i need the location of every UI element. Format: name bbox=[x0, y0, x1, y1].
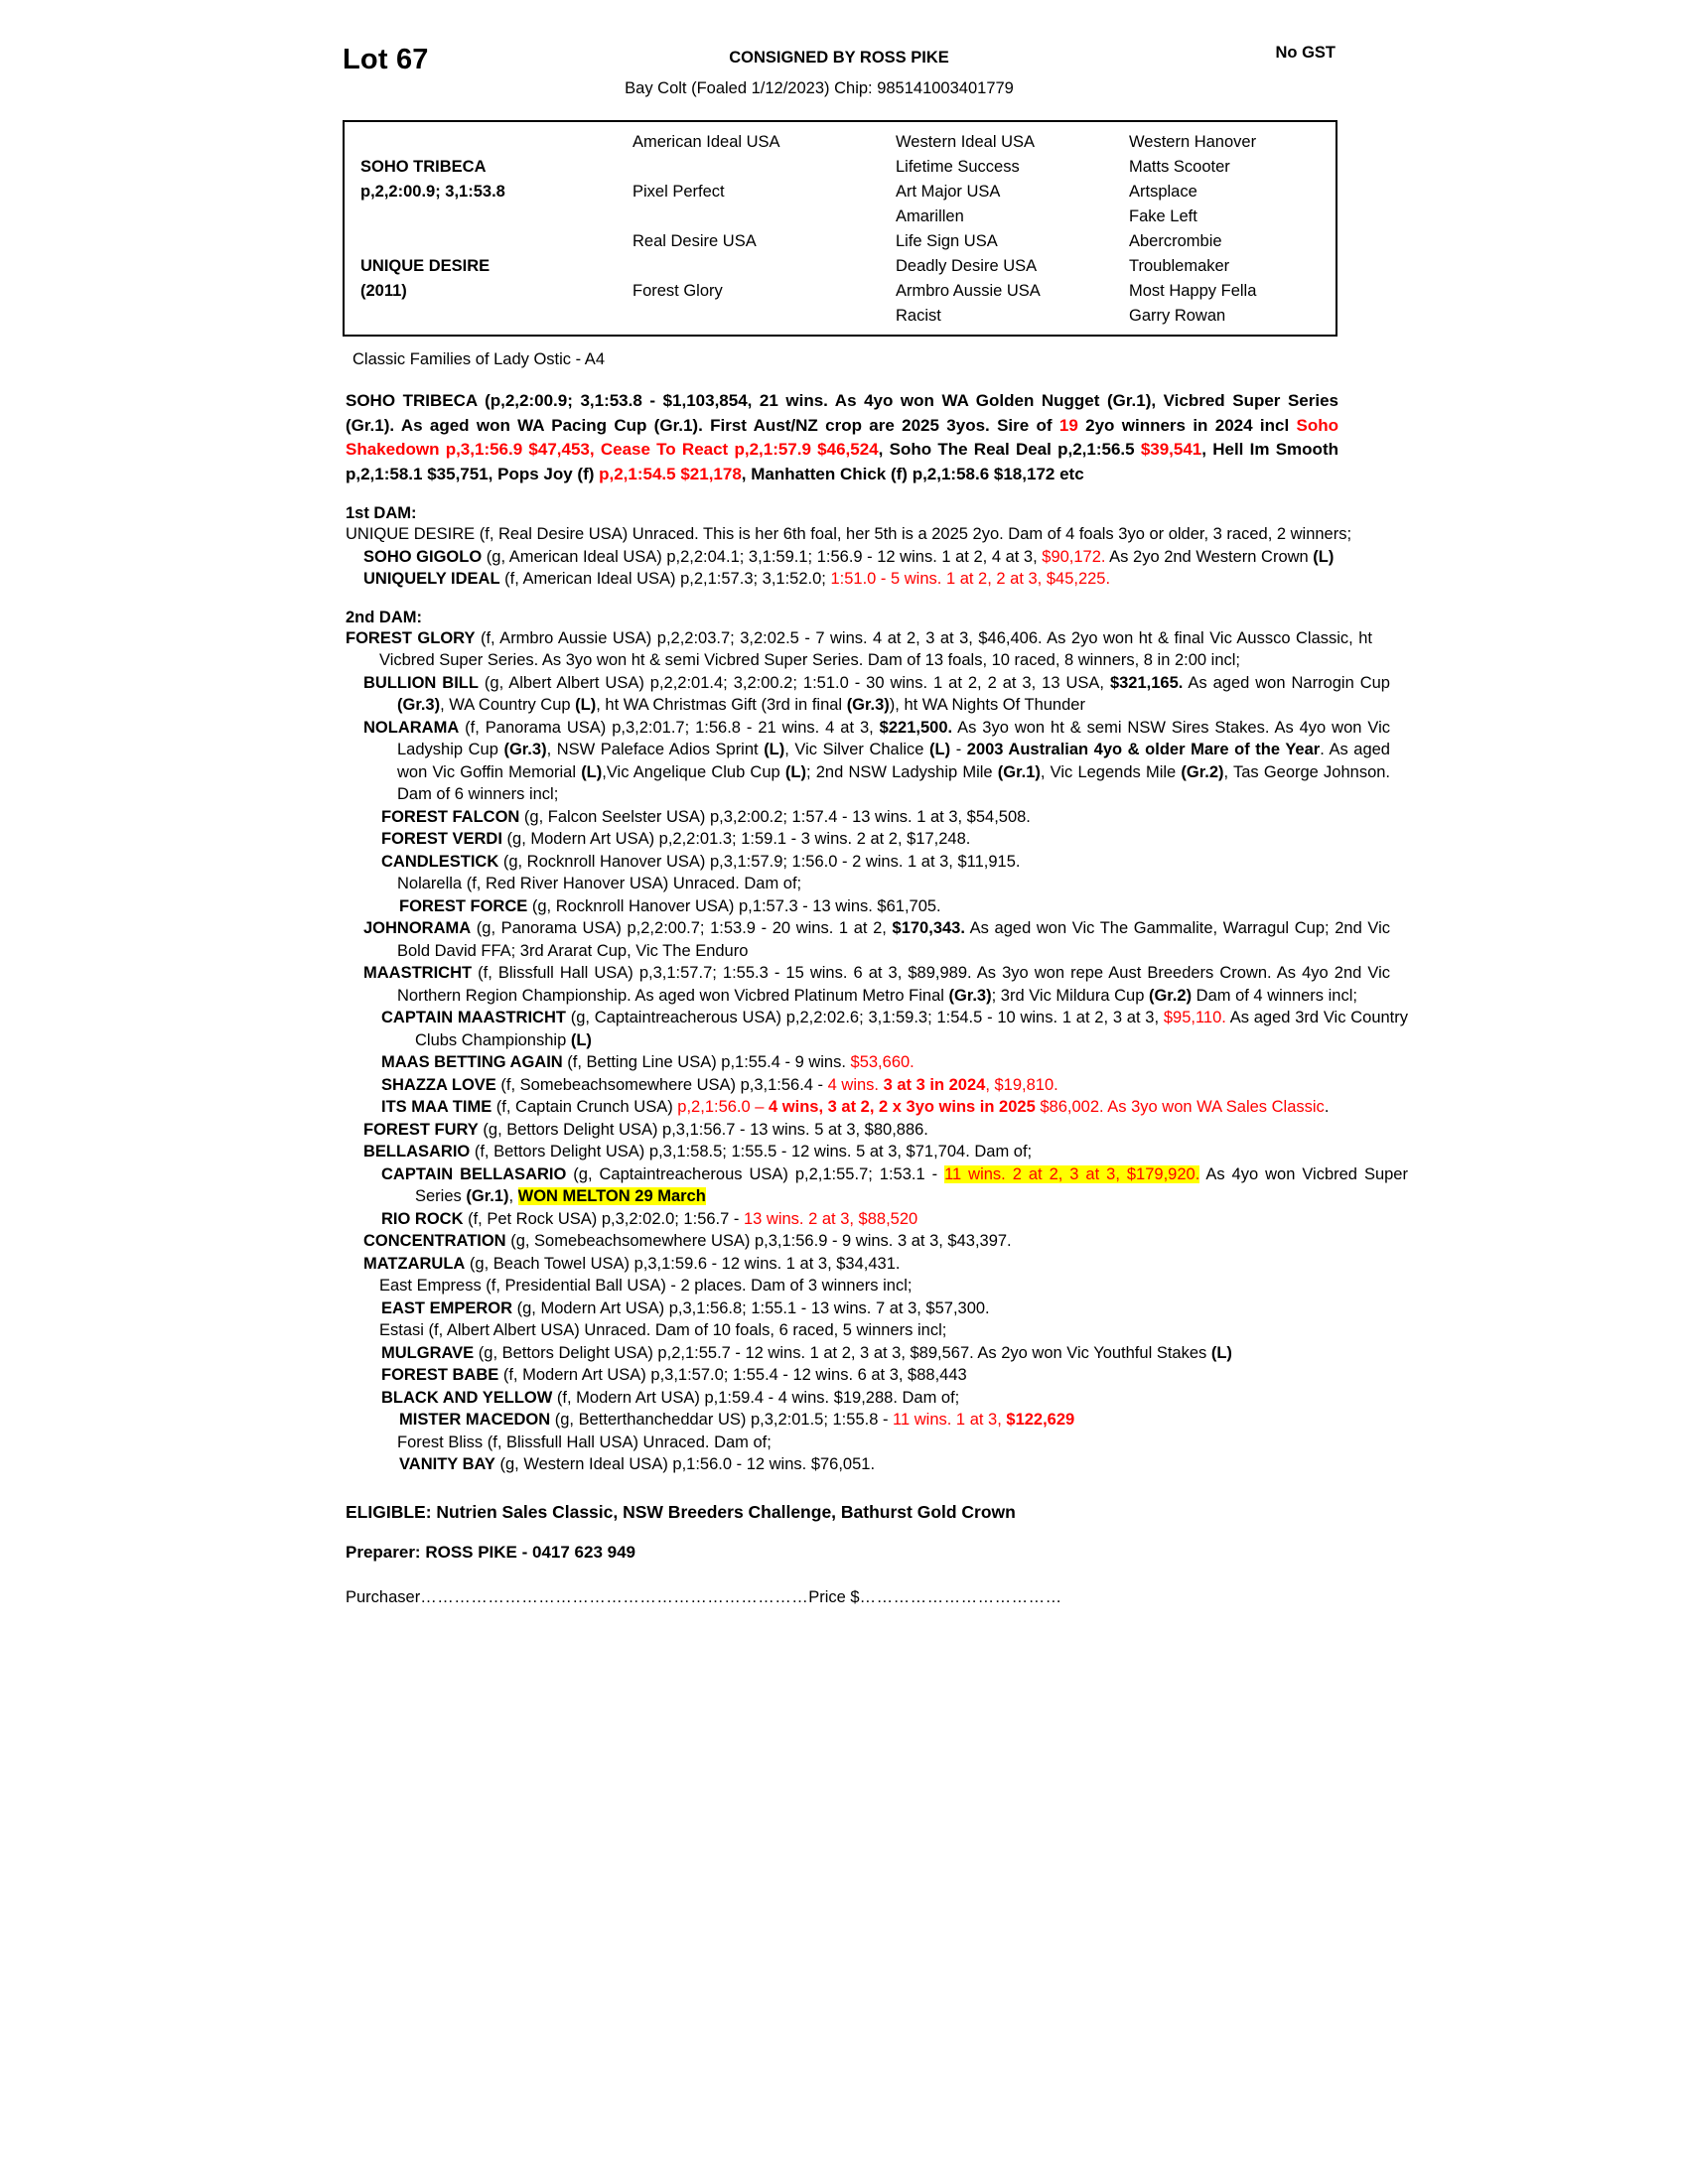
pedigree-gen4-1: Western Hanover bbox=[1129, 133, 1257, 151]
sire-winners-count: 19 bbox=[1058, 415, 1078, 435]
gst-label: No GST bbox=[1275, 44, 1336, 62]
list-item bbox=[346, 1119, 1390, 1142]
pedigree-blank bbox=[345, 130, 633, 155]
sire-progeny-1: Soho Shakedown p,3,1:56.9 $47,453, Cease To React p,2,1:57.9 $46,524 bbox=[346, 415, 1338, 459]
horse-detail: (f, Blissfull Hall USA) p,3,1:57.7; 1:55.3 - 15 wins. 6 at 3, $89,989. As 3yo won repe Aust Breeders Crown. As 4yo 2nd Vic Northern Region Championship. As aged won Vicbred Platinum Metro Final (Gr.3); 3rd Vic Mildura Cup (Gr.2) Dam of 4 winners incl; bbox=[397, 964, 1390, 1005]
horse-grade: (L) bbox=[1313, 547, 1335, 566]
pedigree-gen3-1: Western Ideal USA bbox=[896, 133, 1036, 151]
horse-name: FOREST BABE bbox=[381, 1366, 499, 1384]
pedigree-gen4-8: Garry Rowan bbox=[1129, 307, 1226, 325]
horse-detail: Forest Bliss (f, Blissfull Hall USA) Unraced. Dam of; bbox=[397, 1433, 772, 1451]
list-item bbox=[346, 828, 1408, 851]
list-item bbox=[346, 1432, 1408, 1454]
horse-name: MISTER MACEDON bbox=[399, 1411, 551, 1429]
first-dam-lead: UNIQUE DESIRE (f, Real Desire USA) Unraced. This is her 6th foal, her 5th is a 2025 2yo. Dam of 4 foals 3yo or older, 3 raced, 2 winners; bbox=[346, 525, 1352, 543]
horse-name: BELLASARIO bbox=[363, 1143, 471, 1160]
sire-text-3: , Soho The Real Deal p,2,1:56.5 bbox=[878, 440, 1141, 459]
list-item bbox=[346, 1051, 1408, 1074]
list-item bbox=[346, 1297, 1408, 1320]
list-item bbox=[346, 546, 1390, 569]
sire-progeny-2: p,2,1:54.5 $21,178 bbox=[599, 464, 742, 483]
pedigree-dam-sire: Real Desire USA bbox=[633, 232, 757, 250]
price-dots: …………………… bbox=[859, 1587, 995, 1606]
pedigree-spacer-b bbox=[345, 205, 633, 229]
horse-detail: (g, Captaintreacherous USA) p,2,1:55.7; 1:53.1 - 11 wins. 2 at 2, 3 at 3, $179,920. As 4yo won Vicbred Super Series (Gr.1), WON MELTON 29 March bbox=[415, 1164, 1408, 1205]
horse-detail: (g, Western Ideal USA) p,1:56.0 - 12 wins. $76,051. bbox=[494, 1455, 876, 1473]
pedigree-dam-year: (2011) bbox=[360, 282, 407, 300]
horse-name: MULGRAVE bbox=[381, 1343, 475, 1362]
horse-detail: (f, American Ideal USA) p,2,1:57.3; 3,1:52.0; bbox=[499, 570, 831, 588]
pedigree-gen4-2: Matts Scooter bbox=[1129, 158, 1230, 176]
list-item bbox=[346, 1096, 1408, 1119]
horse-name: RIO ROCK bbox=[381, 1209, 464, 1228]
pedigree-spacer-e bbox=[633, 254, 896, 279]
horse-name: ITS MAA TIME bbox=[381, 1098, 492, 1116]
horse-name: MAASTRICHT bbox=[363, 964, 473, 982]
sire-summary bbox=[346, 389, 1338, 486]
horse-detail: (f, Somebeachsomewhere USA) p,3,1:56.4 - 4 wins. 3 at 3 in 2024, $19,810. bbox=[495, 1075, 1058, 1094]
horse-name: CANDLESTICK bbox=[381, 852, 499, 871]
pedigree-gen3-8: Racist bbox=[896, 307, 941, 325]
horse-detail: (g, Falcon Seelster USA) p,3,2:00.2; 1:57.4 - 13 wins. 1 at 3, $54,508. bbox=[519, 807, 1031, 826]
horse-detail: (f, Betting Line USA) p,1:55.4 - 9 wins. $53,660. bbox=[562, 1053, 914, 1071]
pedigree-entries-list bbox=[343, 627, 1408, 1476]
horse-detail: (g, Albert Albert USA) p,2,2:01.4; 3,2:00.2; 1:51.0 - 30 wins. 1 at 2, 2 at 3, 13 USA, $321,165. As aged won Narrogin Cup (Gr.3), WA Country Cup (L), ht WA Christmas Gift (3rd in final (Gr.3)), ht WA Nights Of Thunder bbox=[397, 673, 1390, 714]
pedigree-dam-dam: Forest Glory bbox=[633, 282, 723, 300]
list-item bbox=[346, 806, 1408, 829]
pedigree-gen3-3: Art Major USA bbox=[896, 183, 1001, 201]
horse-detail: (g, Panorama USA) p,2,2:00.7; 1:53.9 - 20 wins. 1 at 2, $170,343. As aged won Vic The Gammalite, Warragul Cup; 2nd Vic Bold David FFA; 3rd Ararat Cup, Vic The Enduro bbox=[397, 919, 1390, 960]
list-item bbox=[346, 895, 1426, 918]
pedigree-gen3-7: Armbro Aussie USA bbox=[896, 282, 1041, 300]
horse-detail: (g, Somebeachsomewhere USA) p,3,1:56.9 - 9 wins. 3 at 3, $43,397. bbox=[505, 1232, 1012, 1250]
pedigree-spacer-g bbox=[633, 304, 896, 329]
horse-name: FOREST FALCON bbox=[381, 807, 520, 826]
pedigree-table bbox=[343, 120, 1337, 337]
horse-detail: (f, Panorama USA) p,3,2:01.7; 1:56.8 - 21 wins. 4 at 3, $221,500. As 3yo won ht & semi NSW Sires Stakes. As 4yo won Vic Ladyship Cup (Gr.3), NSW Paleface Adios Sprint (L), Vic Silver Chalice (L) - 2003 Australian 4yo & older Mare of the Year. As aged won Vic Goffin Memorial (L),Vic Angelique Club Cup (L); 2nd NSW Ladyship Mile (Gr.1), Vic Legends Mile (Gr.2), Tas George Johnson. Dam of 6 winners incl; bbox=[397, 718, 1391, 803]
horse-name: FOREST FORCE bbox=[399, 896, 528, 915]
horse-name: NOLARAMA bbox=[363, 718, 460, 737]
horse-earnings: $90,172. bbox=[1042, 547, 1106, 566]
list-item bbox=[346, 917, 1390, 962]
pedigree-gen4-6: Troublemaker bbox=[1129, 257, 1230, 275]
classic-families-line: Classic Families of Lady Ostic - A4 bbox=[352, 350, 605, 368]
horse-description: Bay Colt (Foaled 1/12/2023) Chip: 985141003401779 bbox=[625, 79, 1014, 97]
pedigree-gen4-5: Abercrombie bbox=[1129, 232, 1222, 250]
pedigree-spacer-d bbox=[345, 229, 633, 254]
page-header bbox=[343, 44, 1336, 77]
horse-detail: (f, Modern Art USA) p,1:59.4 - 4 wins. $19,288. Dam of; bbox=[552, 1388, 960, 1407]
pedigree-spacer-f bbox=[345, 304, 633, 329]
pedigree-gen4-4: Fake Left bbox=[1129, 207, 1197, 225]
list-item bbox=[346, 568, 1390, 591]
pedigree-sire-dam: Pixel Perfect bbox=[633, 183, 725, 201]
horse-detail: (g, Bettors Delight USA) p,2,1:55.7 - 12 wins. 1 at 2, 3 at 3, $89,567. As 2yo won Vic Youthful Stakes (L) bbox=[474, 1343, 1232, 1362]
horse-detail: (g, Bettors Delight USA) p,3,1:56.7 - 13 wins. 5 at 3, $80,886. bbox=[478, 1120, 928, 1139]
list-item bbox=[346, 1387, 1408, 1410]
list-item bbox=[346, 627, 1372, 672]
pedigree-gen4-3: Artsplace bbox=[1129, 183, 1197, 201]
list-item bbox=[346, 1208, 1408, 1231]
pedigree-gen4-7: Most Happy Fella bbox=[1129, 282, 1257, 300]
purchaser-line bbox=[346, 1588, 1336, 1607]
list-item bbox=[346, 1007, 1408, 1051]
horse-name: JOHNORAMA bbox=[363, 919, 472, 937]
horse-name: VANITY BAY bbox=[399, 1455, 495, 1473]
list-item bbox=[346, 717, 1390, 806]
list-item bbox=[346, 1141, 1390, 1163]
horse-name: FOREST GLORY bbox=[346, 628, 476, 647]
list-item bbox=[346, 1163, 1408, 1208]
pedigree-gen3-4: Amarillen bbox=[896, 207, 964, 225]
list-item bbox=[346, 1230, 1390, 1253]
horse-name: MAAS BETTING AGAIN bbox=[381, 1053, 563, 1071]
pedigree-sire-name: SOHO TRIBECA bbox=[360, 158, 487, 176]
list-item bbox=[346, 1275, 1390, 1297]
horse-detail: (g, Captaintreacherous USA) p,2,2:02.6; 3,1:59.3; 1:54.5 - 10 wins. 1 at 2, 3 at 3, $95,110. As aged 3rd Vic Country Clubs Championship (L) bbox=[415, 1009, 1408, 1049]
horse-name: FOREST VERDI bbox=[381, 830, 502, 848]
purchaser-label: Purchaser bbox=[346, 1587, 421, 1606]
pedigree-spacer-a bbox=[633, 155, 896, 180]
horse-name: CAPTAIN BELLASARIO bbox=[381, 1164, 567, 1183]
horse-detail: (f, Captain Crunch USA) p,2,1:56.0 – 4 wins, 3 at 2, 2 x 3yo wins in 2025 $86,002. As 3yo won WA Sales Classic. bbox=[492, 1098, 1330, 1116]
horse-detail: East Empress (f, Presidential Ball USA) - 2 places. Dam of 3 winners incl; bbox=[379, 1277, 913, 1295]
sire-text-2: 2yo winners in 2024 incl bbox=[1077, 415, 1297, 435]
purchaser-dots: …………………………………………………………… bbox=[420, 1587, 809, 1606]
horse-detail: Estasi (f, Albert Albert USA) Unraced. Dam of 10 foals, 6 raced, 5 winners incl; bbox=[379, 1321, 947, 1339]
horse-detail: (g, American Ideal USA) p,2,2:04.1; 3,1:59.1; 1:56.9 - 12 wins. 1 at 2, 4 at 3, bbox=[482, 547, 1043, 566]
pedigree-gen3-6: Deadly Desire USA bbox=[896, 257, 1038, 275]
horse-detail: (g, Betterthancheddar US) p,3,2:01.5; 1:55.8 - 11 wins. 1 at 3, $122,629 bbox=[550, 1411, 1075, 1429]
pedigree-grid bbox=[345, 130, 1336, 329]
horse-detail: (g, Modern Art USA) p,2,2:01.3; 1:59.1 - 3 wins. 2 at 2, $17,248. bbox=[501, 830, 971, 848]
horse-name: UNIQUELY IDEAL bbox=[363, 570, 500, 588]
second-dam-heading: 2nd DAM: bbox=[346, 608, 422, 626]
price-dots-2: ………… bbox=[994, 1587, 1062, 1606]
list-item bbox=[346, 1364, 1408, 1387]
list-item bbox=[346, 1409, 1426, 1432]
list-item bbox=[346, 1342, 1408, 1365]
sire-earnings-1: $39,541 bbox=[1140, 440, 1202, 459]
consignor-label: CONSIGNED BY ROSS PIKE bbox=[729, 49, 949, 67]
horse-detail: (g, Rocknroll Hanover USA) p,3,1:57.9; 1:56.0 - 2 wins. 1 at 3, $11,915. bbox=[498, 852, 1021, 871]
horse-detail: (g, Rocknroll Hanover USA) p,1:57.3 - 13 wins. $61,705. bbox=[527, 896, 941, 915]
horse-name: MATZARULA bbox=[363, 1254, 466, 1273]
preparer-line: Preparer: ROSS PIKE - 0417 623 949 bbox=[346, 1542, 635, 1562]
pedigree-dam-name: UNIQUE DESIRE bbox=[360, 257, 491, 275]
list-item bbox=[346, 851, 1408, 874]
sire-text-4: , Hell Im Smooth p,2,1:58.1 $35,751, Pops Joy (f) bbox=[346, 440, 1338, 483]
horse-detail: (f, Modern Art USA) p,3,1:57.0; 1:55.4 - 12 wins. 6 at 3, $88,443 bbox=[498, 1366, 967, 1384]
horse-name: SHAZZA LOVE bbox=[381, 1075, 496, 1094]
list-item bbox=[346, 1074, 1408, 1097]
list-item bbox=[346, 672, 1390, 717]
lot-number: Lot 67 bbox=[343, 44, 429, 75]
eligible-line: ELIGIBLE: Nutrien Sales Classic, NSW Breeders Challenge, Bathurst Gold Crown bbox=[346, 1501, 1016, 1522]
horse-detail: (g, Beach Towel USA) p,3,1:59.6 - 12 wins. 1 at 3, $34,431. bbox=[465, 1254, 901, 1273]
horse-detail: (f, Bettors Delight USA) p,3,1:58.5; 1:55.5 - 12 wins. 5 at 3, $71,704. Dam of; bbox=[470, 1143, 1033, 1160]
horse-detail: Nolarella (f, Red River Hanover USA) Unraced. Dam of; bbox=[397, 875, 802, 892]
horse-detail: (g, Modern Art USA) p,3,1:56.8; 1:55.1 - 13 wins. 7 at 3, $57,300. bbox=[512, 1298, 990, 1317]
price-label: Price $ bbox=[808, 1587, 860, 1606]
list-item bbox=[346, 1453, 1426, 1476]
sire-text-1: SOHO TRIBECA (p,2,2:00.9; 3,1:53.8 - $1,103,854, 21 wins. As 4yo won WA Golden Nugget (Gr.1), Vicbred Super Series (Gr.1). As aged won WA Pacing Cup (Gr.1). First Aust/NZ crop are 2025 3yos. Sire of bbox=[346, 391, 1338, 435]
horse-name: SOHO GIGOLO bbox=[363, 547, 483, 566]
pedigree-gen3-2: Lifetime Success bbox=[896, 158, 1020, 176]
horse-name: EAST EMPEROR bbox=[381, 1298, 513, 1317]
horse-name: FOREST FURY bbox=[363, 1120, 479, 1139]
horse-detail-2: As 2yo 2nd Western Crown bbox=[1105, 547, 1314, 566]
horse-name: CAPTAIN MAASTRICHT bbox=[381, 1009, 566, 1026]
list-item bbox=[346, 962, 1390, 1007]
horse-detail: (f, Armbro Aussie USA) p,2,2:03.7; 3,2:02.5 - 7 wins. 4 at 2, 3 at 3, $46,406. As 2yo won ht & final Vic Aussco Classic, ht Vicbred Super Series. As 3yo won ht & semi Vicbred Super Series. Dam of 13 foals, 10 raced, 8 winners, 8 in 2:00 incl; bbox=[379, 628, 1372, 669]
list-item bbox=[346, 873, 1408, 895]
horse-detail: (f, Pet Rock USA) p,3,2:02.0; 1:56.7 - 13 wins. 2 at 3, $88,520 bbox=[463, 1209, 918, 1228]
horse-name: BLACK AND YELLOW bbox=[381, 1388, 553, 1407]
horse-name: BULLION BILL bbox=[363, 673, 479, 692]
pedigree-gen3-5: Life Sign USA bbox=[896, 232, 998, 250]
horse-earnings: 1:51.0 - 5 wins. 1 at 2, 2 at 3, $45,225. bbox=[830, 570, 1111, 588]
pedigree-sire-record: p,2,2:00.9; 3,1:53.8 bbox=[360, 183, 505, 201]
list-item bbox=[346, 1319, 1390, 1342]
sire-text-5: , Manhatten Chick (f) p,2,1:58.6 $18,172 etc bbox=[741, 464, 1084, 483]
pedigree-sire-sire: American Ideal USA bbox=[633, 133, 780, 151]
horse-name: CONCENTRATION bbox=[363, 1232, 506, 1250]
first-dam-heading: 1st DAM: bbox=[346, 504, 417, 522]
pedigree-spacer-c bbox=[633, 205, 896, 229]
list-item bbox=[346, 1253, 1390, 1276]
